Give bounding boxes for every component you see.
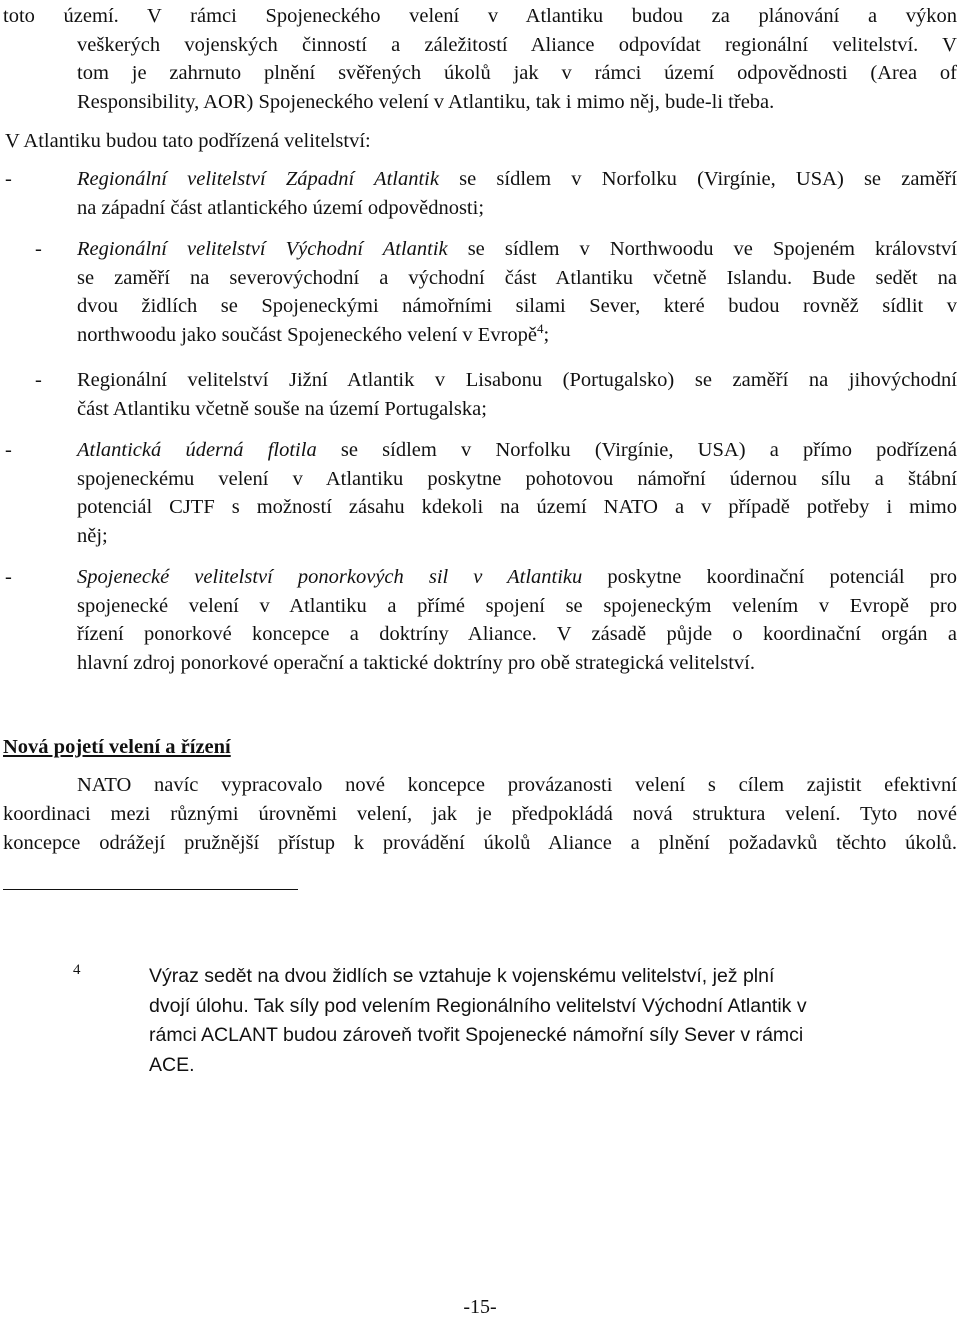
item-text: poskytne koordinační potenciál pro	[582, 566, 957, 588]
subordinate-intro: V Atlantiku budou tato podřízená velitelství:	[5, 130, 371, 152]
footnote-separator	[3, 889, 298, 890]
footnote-text	[149, 962, 929, 1080]
list-item	[5, 165, 957, 222]
command-name: Atlantická úderná flotila	[77, 439, 317, 461]
intro-line: veškerých vojenských činností a záležitostí Aliance odpovídat regionální velitelství. V	[77, 33, 957, 56]
footnote-line: dvojí úlohu. Tak síly pod velením Regionálního velitelství Východní Atlantik v	[149, 994, 807, 1017]
list-dash: -	[5, 566, 12, 588]
footnote-number: 4	[73, 962, 81, 978]
item-text: řízení ponorkové koncepce a doktríny Aliance. V zásadě půjde o koordinační orgán a	[77, 623, 957, 645]
item-text: spojeneckému velení v Atlantiku poskytne pohotovou námořní údernou sílu a štábní	[77, 467, 957, 490]
footnote-line: Výraz sedět na dvou židlích se vztahuje k vojenskému velitelství, jež plní	[149, 965, 775, 987]
command-name: Regionální velitelství Východní Atlantik	[77, 238, 448, 260]
item-text: se sídlem v Norfolku (Virgínie, USA) se zaměří	[438, 168, 957, 190]
section-paragraph	[3, 771, 957, 858]
paragraph-line: NATO navíc vypracovalo nové koncepce provázanosti velení s cílem zajistit efektivní	[77, 774, 957, 796]
footnote-line: ACE.	[149, 1053, 195, 1076]
footnote-line: rámci ACLANT budou zároveň tvořit Spojenecké námořní síly Sever v rámci	[149, 1024, 804, 1046]
list-item	[5, 436, 957, 550]
intro-line: tom je zahrnuto plnění svěřených úkolů jak v rámci území odpovědnosti (Area of	[77, 62, 957, 84]
command-name: Spojenecké velitelství ponorkových sil v Atlantiku	[77, 566, 583, 588]
page-number: -15-	[463, 1296, 497, 1318]
section-heading: Nová pojetí velení a řízení	[3, 736, 231, 758]
list-dash: -	[35, 238, 42, 260]
list-item	[5, 235, 957, 349]
command-name: Regionální velitelství Západní Atlantik	[77, 168, 439, 190]
item-text: potenciál CJTF s možností zásahu kdekoli na území NATO a v případě potřeby i mimo	[77, 496, 957, 518]
intro-line: Responsibility, AOR) Spojeneckého velení v Atlantiku, tak i mimo něj, bude-li třeba.	[77, 90, 775, 113]
list-item	[5, 366, 957, 423]
list-dash: -	[5, 168, 12, 190]
item-text: se sídlem v Northwoodu ve Spojeném království	[447, 238, 958, 260]
footnote-ref: 4	[537, 320, 544, 336]
item-text: hlavní zdroj ponorkové operační a taktické doktríny pro obě strategická velitelství.	[77, 651, 755, 674]
item-text: se sídlem v Norfolku (Virgínie, USA) a přímo podřízená	[316, 439, 957, 461]
paragraph-line: koordinaci mezi různými úrovněmi velení, jak je předpokládá nová struktura velení. Tyto nové	[3, 803, 957, 825]
item-text: dvou židlích se Spojeneckými námořními silami Sever, které budou rovněž sídlit v	[77, 295, 957, 317]
list-dash: -	[5, 439, 12, 461]
list-item	[5, 563, 957, 677]
item-text: northwoodu jako součást Spojeneckého velení v Evropě	[77, 323, 537, 346]
item-text: něj;	[77, 524, 108, 547]
intro-line: toto území. V rámci Spojeneckého velení v Atlantiku budou za plánování a výkon	[3, 5, 957, 27]
item-text: na západní část atlantického území odpovědnosti;	[77, 196, 485, 219]
list-dash: -	[35, 369, 42, 391]
item-text: část Atlantiku včetně souše na území Portugalska;	[77, 397, 487, 420]
item-text: Regionální velitelství Jižní Atlantik v Lisabonu (Portugalsko) se zaměří na jihovýchodní	[77, 369, 957, 391]
intro-paragraph	[3, 2, 957, 116]
item-text: ;	[543, 323, 550, 346]
item-text: spojenecké velení v Atlantiku a přímé spojení se spojeneckým velením v Evropě pro	[77, 594, 957, 617]
item-text: se zaměří na severovýchodní a východní část Atlantiku včetně Islandu. Bude sedět na	[77, 266, 957, 289]
paragraph-line: koncepce odrážejí pružnější přístup k provádění úkolů Aliance a plnění požadavků těchto úkolů.	[3, 832, 957, 854]
